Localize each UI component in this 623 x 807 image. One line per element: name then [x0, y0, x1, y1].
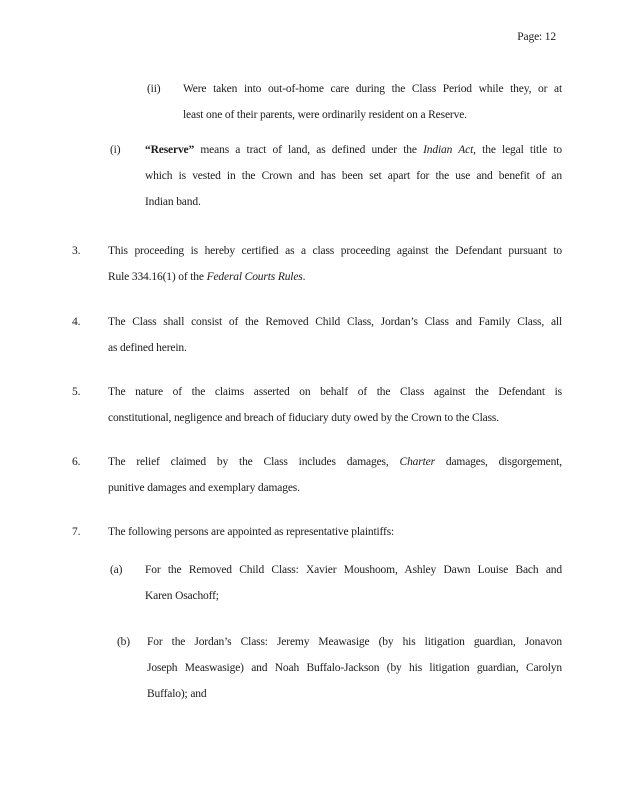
text-line: The following persons are appointed as representative plaintiffs: — [108, 526, 395, 538]
text-line: The Class shall consist of the Removed Child Class, Jordan’s Class and Family Class, all — [108, 316, 562, 328]
text-line: as defined herein. — [108, 342, 187, 354]
paragraph-marker: (ii) — [147, 83, 161, 95]
text-line: Karen Osachoff; — [145, 590, 219, 602]
paragraph-4 — [72, 309, 562, 361]
text-line: For the Jordan’s Class: Jeremy Meawasige (by his litigation guardian, Jonavon — [147, 636, 562, 648]
paragraph-3 — [72, 238, 562, 290]
paragraph-b — [117, 629, 562, 707]
paragraph-6 — [72, 449, 562, 501]
text-line: which is vested in the Crown and has been set apart for the use and benefit of an — [145, 170, 562, 182]
paragraph-marker: 4. — [72, 316, 81, 328]
text-line: Indian band. — [145, 196, 201, 208]
text-line: constitutional, negligence and breach of fiduciary duty owed by the Crown to the Class. — [108, 412, 499, 424]
paragraph-marker: (a) — [110, 564, 123, 576]
text-line: The nature of the claims asserted on behalf of the Class against the Defendant is — [108, 386, 562, 398]
paragraph-a — [110, 557, 562, 609]
text-line: For the Removed Child Class: Xavier Moushoom, Ashley Dawn Louise Bach and — [145, 564, 562, 576]
paragraph-7 — [72, 519, 562, 545]
text-line: This proceeding is hereby certified as a class proceeding against the Defendant pursuant to — [108, 245, 562, 257]
paragraph-i — [110, 137, 562, 215]
paragraph-marker: 5. — [72, 386, 81, 398]
page-number: Page: 12 — [517, 31, 556, 43]
paragraph-marker: (i) — [110, 144, 121, 156]
paragraph-marker: 7. — [72, 526, 81, 538]
text-line: Buffalo); and — [147, 688, 207, 700]
text-line: punitive damages and exemplary damages. — [108, 482, 300, 494]
text-line: “Reserve” means a tract of land, as defined under the Indian Act, the legal title to — [145, 144, 562, 156]
text-line: Joseph Measwasige) and Noah Buffalo-Jackson (by his litigation guardian, Carolyn — [147, 662, 562, 674]
text-line: Rule 334.16(1) of the Federal Courts Rules. — [108, 271, 306, 283]
text-line: The relief claimed by the Class includes damages, Charter damages, disgorgement, — [108, 456, 562, 468]
paragraph-marker: 3. — [72, 245, 81, 257]
paragraph-ii — [147, 76, 562, 128]
paragraph-marker: 6. — [72, 456, 81, 468]
text-line: least one of their parents, were ordinarily resident on a Reserve. — [183, 109, 467, 121]
paragraph-marker: (b) — [117, 636, 130, 648]
text-line: Were taken into out-of-home care during the Class Period while they, or at — [183, 83, 562, 95]
paragraph-5 — [72, 379, 562, 431]
